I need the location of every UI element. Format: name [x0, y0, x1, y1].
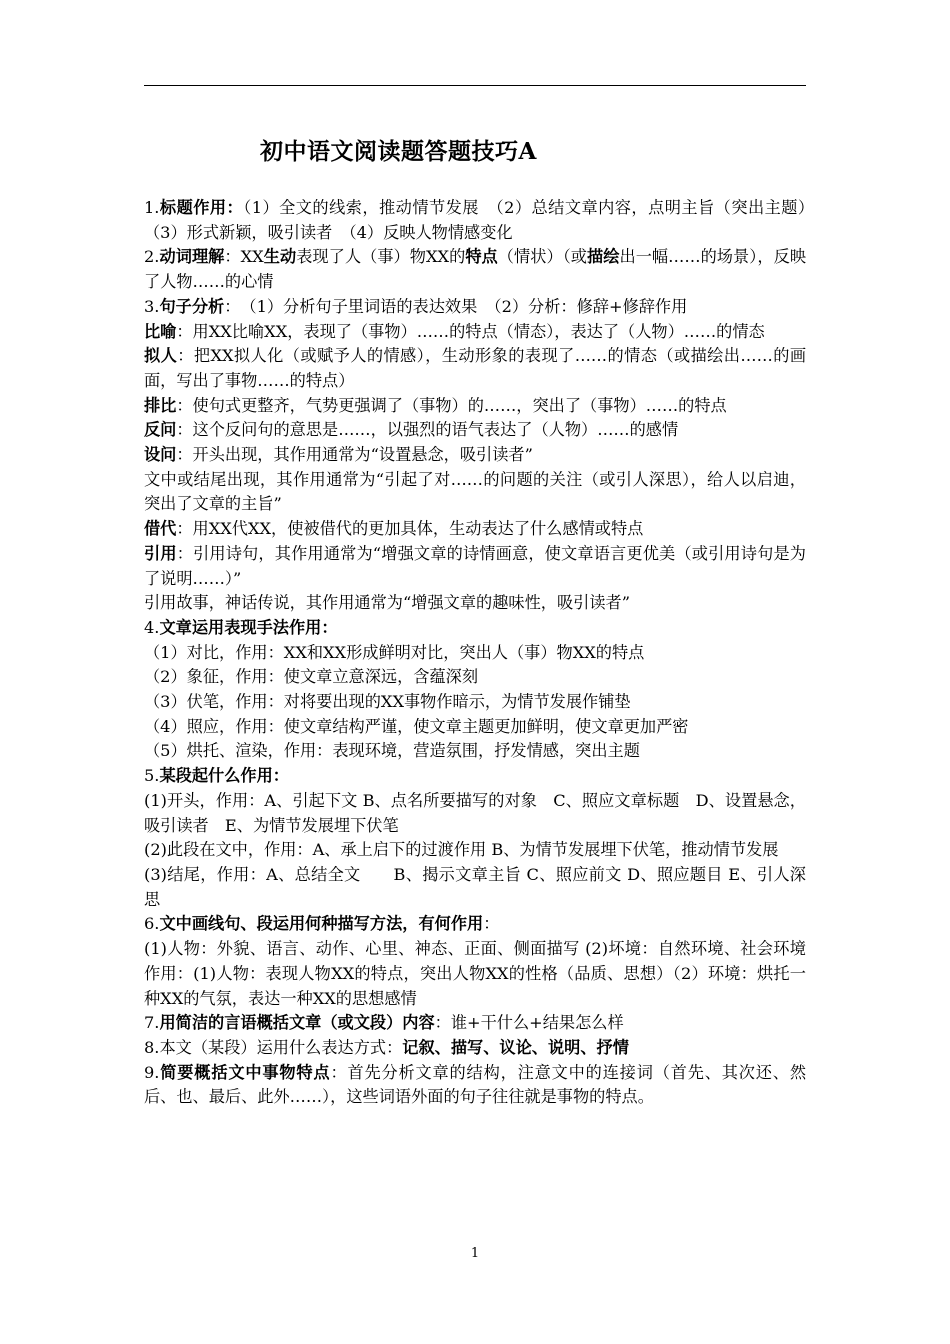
- bold-text: 简要概括文中事物特点: [159, 1062, 331, 1082]
- bold-text: 描绘: [587, 247, 620, 267]
- text-run: ：开头出现，其作用通常为“设置悬念，吸引读者”: [176, 445, 533, 465]
- bold-text: 拟人: [144, 346, 178, 366]
- paragraph: [144, 542, 806, 591]
- paragraph: [144, 665, 806, 690]
- text-run: ：: [483, 914, 500, 934]
- text-run: ：首先分析文章的结构，注意文中的连接词（首先、其次还、然后、也、最后、此外……），这些词语外面的句子往往就是事物的特点。: [144, 1062, 807, 1107]
- paragraph: [144, 468, 806, 517]
- text-run: ：引用诗句，其作用通常为“增强文章的诗情画意，使文章语言更优美（或引用诗句是为了说明……）”: [144, 543, 806, 588]
- paragraph: [144, 739, 806, 764]
- bold-text: 生动: [263, 247, 297, 267]
- paragraph: [144, 838, 806, 863]
- page-title: 初中语文阅读题答题技巧A: [260, 138, 537, 165]
- text-run: 3.: [144, 296, 160, 316]
- text-run: （3）伏笔，作用：对将要出现的XX事物作暗示，为情节发展作铺垫: [144, 692, 631, 712]
- text-run: ：使句式更整齐，气势更强调了（事物）的……，突出了（事物）……的特点: [176, 395, 727, 415]
- bold-text: 文章运用表现手法作用：: [159, 617, 338, 637]
- bold-text: 特点: [465, 247, 498, 267]
- bold-text: 文中画线句、段运用何种描写方法，有何作用: [159, 914, 484, 934]
- bold-text: 动词理解: [159, 247, 225, 267]
- text-run: 2.: [144, 247, 160, 267]
- text-run: ： （1）分析句子里词语的表达效果 （2）分析：修辞+修辞作用: [224, 296, 688, 316]
- paragraph: [144, 295, 806, 320]
- bold-text: 排比: [144, 395, 177, 415]
- text-run: (3)结尾，作用：A、总结全文 B、揭示文章主旨 C、照应前文 D、照应题目 E、引人深思: [144, 864, 806, 909]
- text-run: 8.本文（某段）运用什么表达方式：: [144, 1037, 403, 1057]
- paragraph: [144, 394, 806, 419]
- text-run: 表现了人（事）物XX的: [296, 247, 466, 267]
- paragraph: [144, 418, 806, 443]
- paragraph: [144, 616, 806, 641]
- paragraph: [144, 641, 806, 666]
- paragraph: [144, 320, 806, 345]
- bold-text: 标题作用：: [159, 198, 244, 217]
- paragraph: [144, 715, 806, 740]
- text-run: 1.: [144, 198, 160, 217]
- paragraph: [144, 912, 806, 937]
- paragraph: [144, 1036, 806, 1061]
- text-run: ：这个反问句的意思是……，以强烈的语气表达了（人物）……的感情: [176, 420, 679, 440]
- text-run: ：把XX拟人化（或赋予人的情感），生动形象的表现了……的情态（或描绘出……的画面，写出了事物……的特点）: [144, 346, 807, 390]
- bold-text: 引用: [144, 543, 177, 563]
- bold-text: 记叙、描写、议论、说明、抒情: [402, 1037, 629, 1057]
- text-run: （4）照应，作用：使文章结构严谨，使文章主题更加鲜明，使文章更加严密: [144, 716, 689, 736]
- text-run: ：XX: [224, 247, 264, 267]
- text-run: 出一幅……的场景），反映了人物……的心情: [144, 247, 807, 292]
- paragraph: [144, 789, 806, 838]
- text-run: (2)此段在文中，作用：A、承上启下的过渡作用 B、为情节发展埋下伏笔，推动情节发展: [144, 840, 779, 860]
- text-run: （1）全文的线索，推动情节发展 （2）总结文章内容，点明主旨（突出主题） （3）形式新颖，吸引读者 （4）反映人物情感变化: [144, 198, 823, 242]
- paragraph: [144, 764, 806, 789]
- text-run: （5）烘托、渲染，作用：表现环境，营造氛围，抒发情感，突出主题: [144, 741, 640, 761]
- bold-text: 某段起什么作用：: [159, 766, 289, 786]
- text-run: ：用XX代XX，使被借代的更加具体，生动表达了什么感情或特点: [176, 519, 644, 539]
- paragraph: [144, 591, 806, 616]
- paragraph: [144, 344, 806, 393]
- bold-text: 反问: [144, 420, 177, 440]
- bold-text: 用简洁的言语概括文章（或文段）内容: [159, 1013, 435, 1033]
- header-rule: [144, 85, 806, 86]
- paragraph: [144, 1011, 806, 1036]
- paragraph: [144, 443, 806, 468]
- text-run: 9.: [144, 1062, 160, 1082]
- text-run: 引用故事，神话传说，其作用通常为“增强文章的趣味性，吸引读者”: [144, 593, 630, 613]
- text-run: (1)开头，作用：A、引起下文 B、点名所要描写的对象 C、照应文章标题 D、设置悬念，吸引读者 E、为情节发展埋下伏笔: [144, 790, 806, 835]
- bold-text: 句子分析: [159, 296, 225, 316]
- paragraph: [144, 517, 806, 542]
- text-run: 文中或结尾出现，其作用通常为“引起了对……的问题的关注（或引人深思），给人以启迪，突出了文章的主旨”: [144, 469, 806, 514]
- paragraph: [144, 1061, 806, 1110]
- text-run: （情状）（或: [497, 247, 588, 267]
- text-run: 7.: [144, 1013, 160, 1033]
- paragraph: [144, 690, 806, 715]
- text-run: (1)人物：外貌、语言、动作、心里、神态、正面、侧面描写 (2)坏境：自然环境、社会环境 作用：(1)人物：表现人物XX的特点，突出人物XX的性格（品质、思想）（2）环境：烘托一种XX的气氛，表达一种XX的思想感情: [144, 939, 806, 1008]
- bold-text: 比喻: [144, 321, 177, 341]
- document-body: [144, 196, 823, 1110]
- text-run: （2）象征，作用：使文章立意深远，含蕴深刻: [144, 667, 479, 687]
- bold-text: 设问: [144, 445, 177, 465]
- text-run: ：用XX比喻XX，表现了（事物）……的特点（情态），表达了（人物）……的情态: [176, 321, 765, 341]
- paragraph: [144, 245, 806, 294]
- text-run: 6.: [144, 914, 160, 934]
- text-run: 4.: [144, 617, 160, 637]
- page-number: 1: [470, 1246, 480, 1261]
- text-run: （1）对比，作用：XX和XX形成鲜明对比，突出人（事）物XX的特点: [144, 642, 645, 662]
- paragraph: [144, 863, 806, 912]
- paragraph: [144, 937, 806, 1011]
- text-run: ：谁+干什么+结果怎么样: [434, 1013, 624, 1033]
- text-run: 5.: [144, 766, 160, 786]
- bold-text: 借代: [144, 519, 177, 539]
- paragraph: [144, 196, 823, 245]
